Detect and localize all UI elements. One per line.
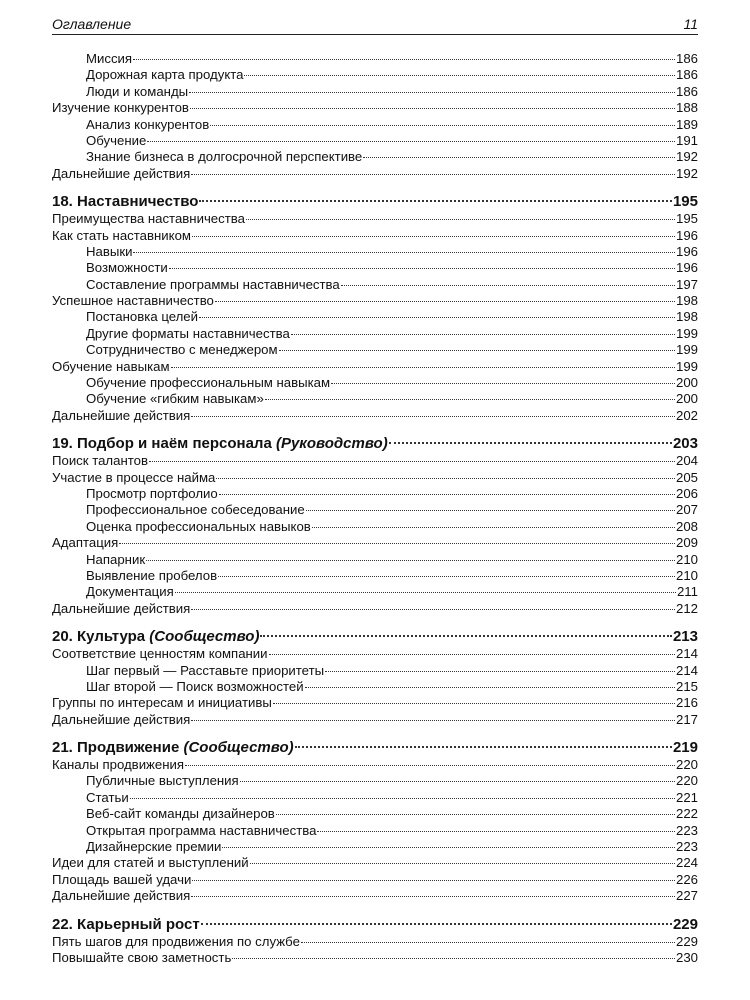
toc-entry[interactable] xyxy=(52,839,698,855)
toc-entry-text: Другие форматы наставничества xyxy=(86,325,290,341)
dot-leader xyxy=(232,958,675,959)
toc-page-number: 207 xyxy=(675,502,698,518)
toc-entry[interactable] xyxy=(52,601,698,617)
toc-entry-text: Дизайнерские премии xyxy=(86,839,222,855)
toc-entry-title xyxy=(86,806,275,822)
toc-entry-text: Обучение навыкам xyxy=(52,358,170,374)
dot-leader xyxy=(175,592,676,593)
toc-chapter-entry[interactable] xyxy=(52,628,698,646)
dot-leader xyxy=(191,174,675,175)
toc-entry-text: 19. Подбор и наём персонала xyxy=(52,435,276,453)
toc-entry[interactable] xyxy=(52,773,698,789)
toc-entry[interactable] xyxy=(52,695,698,711)
toc-page-number: 219 xyxy=(672,739,698,757)
dot-leader xyxy=(130,798,675,799)
toc-entry-title xyxy=(86,773,239,789)
dot-leader xyxy=(171,367,675,368)
toc-entry-text: Дальнейшие действия xyxy=(52,888,191,904)
toc-entry[interactable] xyxy=(52,51,698,67)
toc-entry[interactable] xyxy=(52,359,698,375)
running-header-title: Оглавление xyxy=(52,16,132,32)
toc-entry-title xyxy=(86,260,168,276)
toc-entry-title xyxy=(52,757,184,773)
toc-entry[interactable] xyxy=(52,293,698,309)
table-of-contents xyxy=(52,51,698,966)
toc-entry-text: Успешное наставничество xyxy=(52,293,214,309)
toc-entry-title xyxy=(52,211,245,227)
toc-entry-title xyxy=(86,326,290,342)
toc-page-number: 203 xyxy=(672,435,698,453)
dot-leader xyxy=(149,461,675,462)
toc-entry-title xyxy=(52,695,272,711)
toc-entry-text: 18. Наставничество xyxy=(52,193,199,211)
toc-entry-title xyxy=(52,453,148,469)
dot-leader xyxy=(219,494,675,495)
toc-entry-text: Каналы продвижения xyxy=(52,757,185,773)
toc-entry-text: Оценка профессиональных навыков xyxy=(86,518,311,534)
toc-entry-text: Просмотр портфолио xyxy=(86,485,218,501)
toc-entry[interactable] xyxy=(52,872,698,888)
toc-page-number: 204 xyxy=(675,453,698,469)
toc-entry-text: Шаг первый — Расставьте приоритеты xyxy=(86,662,325,678)
toc-page-number: 215 xyxy=(675,678,698,694)
toc-entry-text: Веб-сайт команды дизайнеров xyxy=(86,806,275,822)
toc-page-number: 210 xyxy=(675,551,698,567)
dot-leader xyxy=(363,157,675,158)
toc-page-number: 212 xyxy=(675,600,698,616)
dot-leader xyxy=(317,831,675,832)
toc-entry-text: Выявление пробелов xyxy=(86,567,218,583)
toc-entry-text: Как стать наставником xyxy=(52,227,191,243)
toc-entry-title xyxy=(52,855,249,871)
toc-entry-text: Пять шагов для продвижения по службе xyxy=(52,933,300,949)
toc-entry-text: Открытая программа наставничества xyxy=(86,822,317,838)
toc-entry-title xyxy=(86,679,304,695)
toc-page-number: 221 xyxy=(675,789,698,805)
toc-entry-text: Участие в процессе найма xyxy=(52,469,216,485)
toc-entry-text: Преимущества наставничества xyxy=(52,211,245,227)
toc-entry[interactable] xyxy=(52,244,698,260)
toc-page-number: 214 xyxy=(675,662,698,678)
toc-entry-text: Обучение xyxy=(86,132,147,148)
dot-leader xyxy=(246,219,675,220)
toc-entry-text: Обучение «гибким навыкам» xyxy=(86,391,264,407)
toc-entry-text: Профессиональное собеседование xyxy=(86,502,305,518)
toc-entry[interactable] xyxy=(52,502,698,518)
toc-entry-title xyxy=(52,470,215,486)
toc-entry[interactable] xyxy=(52,149,698,165)
toc-entry[interactable] xyxy=(52,67,698,83)
dot-leader xyxy=(191,416,675,417)
toc-entry[interactable] xyxy=(52,277,698,293)
toc-entry-title xyxy=(86,67,243,83)
toc-section xyxy=(52,916,698,967)
toc-entry-text: Обучение профессиональным навыкам xyxy=(86,375,331,391)
toc-entry-title xyxy=(52,359,170,375)
toc-page-number: 199 xyxy=(675,358,698,374)
toc-entry-text: Сотрудничество с менеджером xyxy=(86,342,278,358)
dot-leader xyxy=(185,765,675,766)
toc-entry[interactable] xyxy=(52,133,698,149)
toc-entry-title xyxy=(86,391,264,407)
toc-page-number: 223 xyxy=(675,822,698,838)
toc-entry-title xyxy=(86,486,218,502)
dot-leader xyxy=(191,720,675,721)
toc-page-number: 211 xyxy=(676,584,698,600)
toc-entry[interactable] xyxy=(52,211,698,227)
toc-page-number: 186 xyxy=(675,51,698,66)
toc-entry-text: Соответствие ценностям компании xyxy=(52,646,268,662)
dot-leader xyxy=(190,108,675,109)
dot-leader xyxy=(119,543,675,544)
dot-leader xyxy=(331,383,675,384)
toc-entry-title xyxy=(86,309,198,325)
toc-entry-title xyxy=(52,739,294,757)
toc-entry-title xyxy=(86,51,132,67)
toc-entry[interactable] xyxy=(52,453,698,469)
toc-entry-title xyxy=(86,663,324,679)
dot-leader xyxy=(306,510,675,511)
toc-entry-text: Дальнейшие действия xyxy=(52,711,191,727)
toc-entry[interactable] xyxy=(52,117,698,133)
toc-entry-title xyxy=(86,790,129,806)
toc-entry-title xyxy=(86,277,340,293)
dot-leader xyxy=(301,942,675,943)
toc-entry-text: Дальнейшие действия xyxy=(52,600,191,616)
toc-entry-text: Статьи xyxy=(86,789,129,805)
toc-entry-text: Постановка целей xyxy=(86,309,199,325)
dot-leader xyxy=(199,200,672,202)
dot-leader xyxy=(199,317,675,318)
toc-entry-text: Миссия xyxy=(86,51,133,66)
toc-page-number: 192 xyxy=(675,149,698,165)
toc-entry-text: Площадь вашей удачи xyxy=(52,871,192,887)
toc-entry-title xyxy=(52,535,118,551)
dot-leader xyxy=(276,814,675,815)
toc-entry[interactable] xyxy=(52,309,698,325)
toc-page-number: 192 xyxy=(675,165,698,181)
toc-entry-text: Документация xyxy=(86,584,174,600)
toc-page-number: 199 xyxy=(675,325,698,341)
toc-entry-text: 22. Карьерный рост xyxy=(52,915,200,933)
toc-page-number: 197 xyxy=(675,276,698,292)
toc-entry-text: Группы по интересам и инициативы xyxy=(52,695,272,711)
toc-entry-text: 21. Продвижение xyxy=(52,739,184,757)
toc-entry[interactable] xyxy=(52,260,698,276)
running-header xyxy=(52,14,698,35)
toc-chapter-entry[interactable] xyxy=(52,916,698,934)
toc-entry-text: Дальнейшие действия xyxy=(52,407,191,423)
toc-page-number: 209 xyxy=(675,535,698,551)
dot-leader xyxy=(210,125,675,126)
dot-leader xyxy=(341,285,675,286)
toc-section xyxy=(52,739,698,905)
toc-entry-title xyxy=(86,375,330,391)
toc-page-number: 226 xyxy=(675,871,698,887)
toc-section xyxy=(52,51,698,182)
toc-entry[interactable] xyxy=(52,535,698,551)
dot-leader xyxy=(240,781,675,782)
toc-entry-text: Адаптация xyxy=(52,535,119,551)
toc-page-number: 222 xyxy=(675,806,698,822)
toc-page-number: 198 xyxy=(675,293,698,309)
toc-entry[interactable] xyxy=(52,806,698,822)
toc-entry[interactable] xyxy=(52,679,698,695)
dot-leader xyxy=(218,576,675,577)
toc-entry[interactable] xyxy=(52,470,698,486)
dot-leader xyxy=(291,334,675,335)
dot-leader xyxy=(216,478,675,479)
dot-leader xyxy=(191,896,675,897)
dot-leader xyxy=(265,399,675,400)
toc-entry-title xyxy=(52,228,191,244)
toc-page-number: 213 xyxy=(672,628,698,646)
dot-leader xyxy=(269,654,675,655)
dot-leader xyxy=(201,923,672,925)
toc-entry-title xyxy=(52,934,300,950)
toc-page-number: 199 xyxy=(675,342,698,358)
toc-entry[interactable] xyxy=(52,100,698,116)
toc-entry-title xyxy=(52,408,190,424)
toc-entry-text: Знание бизнеса в долгосрочной перспективе xyxy=(86,149,363,165)
toc-entry-title xyxy=(52,888,190,904)
dot-leader xyxy=(192,236,675,237)
toc-entry-title xyxy=(86,342,278,358)
toc-entry[interactable] xyxy=(52,855,698,871)
toc-page-number: 227 xyxy=(675,888,698,904)
toc-entry[interactable] xyxy=(52,950,698,966)
toc-entry-title xyxy=(86,149,362,165)
dot-leader xyxy=(146,560,675,561)
dot-leader xyxy=(295,746,672,748)
toc-page-number: 196 xyxy=(675,260,698,276)
dot-leader xyxy=(389,442,672,444)
toc-entry-title xyxy=(52,166,190,182)
toc-page-number: 202 xyxy=(675,407,698,423)
toc-entry-title xyxy=(86,839,221,855)
toc-entry-title xyxy=(86,519,311,535)
toc-entry-text: Люди и команды xyxy=(86,83,189,99)
toc-chapter-entry[interactable] xyxy=(52,435,698,453)
toc-page-number: 210 xyxy=(675,567,698,583)
dot-leader xyxy=(305,687,675,688)
toc-entry-title xyxy=(86,117,209,133)
toc-entry-subtitle: (Сообщество) xyxy=(149,628,260,646)
toc-entry-title xyxy=(86,552,145,568)
toc-entry[interactable] xyxy=(52,757,698,773)
toc-page-number: 198 xyxy=(675,309,698,325)
toc-page-number: 188 xyxy=(675,100,698,116)
toc-entry[interactable] xyxy=(52,888,698,904)
toc-page-number: 186 xyxy=(675,83,698,99)
dot-leader xyxy=(133,59,675,60)
toc-entry-text: Напарник xyxy=(86,551,146,567)
dot-leader xyxy=(133,252,675,253)
toc-page-number: 205 xyxy=(675,469,698,485)
toc-page-number: 200 xyxy=(675,391,698,407)
toc-page-number: 206 xyxy=(675,485,698,501)
toc-entry[interactable] xyxy=(52,166,698,182)
toc-chapter-entry[interactable] xyxy=(52,739,698,757)
dot-leader xyxy=(222,847,675,848)
toc-entry[interactable] xyxy=(52,519,698,535)
toc-page-number: 223 xyxy=(675,839,698,855)
toc-entry[interactable] xyxy=(52,326,698,342)
toc-entry-text: 20. Культура xyxy=(52,628,150,646)
toc-entry[interactable] xyxy=(52,646,698,662)
toc-entry[interactable] xyxy=(52,584,698,600)
page-number: 11 xyxy=(683,16,698,32)
toc-page-number: 220 xyxy=(675,773,698,789)
toc-page-number: 191 xyxy=(675,132,698,148)
dot-leader xyxy=(260,635,672,637)
toc-entry-text: Навыки xyxy=(86,243,133,259)
dot-leader xyxy=(244,75,675,76)
toc-entry-text: Изучение конкурентов xyxy=(52,100,189,116)
toc-entry-title xyxy=(52,712,190,728)
toc-page-number: 200 xyxy=(675,375,698,391)
toc-entry-text: Дорожная карта продукта xyxy=(86,67,244,83)
toc-entry-title xyxy=(86,244,132,260)
toc-section xyxy=(52,193,698,424)
toc-page-number: 217 xyxy=(675,711,698,727)
toc-section xyxy=(52,628,698,728)
toc-entry[interactable] xyxy=(52,552,698,568)
toc-entry-title xyxy=(52,646,268,662)
toc-entry[interactable] xyxy=(52,934,698,950)
toc-page-number: 220 xyxy=(675,757,698,773)
toc-entry-title xyxy=(86,133,146,149)
toc-entry[interactable] xyxy=(52,568,698,584)
toc-entry[interactable] xyxy=(52,823,698,839)
toc-entry[interactable] xyxy=(52,84,698,100)
toc-entry-title xyxy=(52,872,191,888)
toc-entry-text: Публичные выступления xyxy=(86,773,239,789)
toc-page-number: 216 xyxy=(675,695,698,711)
toc-entry-text: Шаг второй — Поиск возможностей xyxy=(86,678,304,694)
toc-page-number: 196 xyxy=(675,227,698,243)
toc-page-number: 196 xyxy=(675,243,698,259)
toc-entry-title xyxy=(52,950,231,966)
toc-entry[interactable] xyxy=(52,663,698,679)
toc-entry-text: Повышайте свою заметность xyxy=(52,949,232,965)
toc-entry-text: Поиск талантов xyxy=(52,453,148,469)
toc-page-number: 229 xyxy=(675,933,698,949)
dot-leader xyxy=(279,350,675,351)
dot-leader xyxy=(250,863,675,864)
dot-leader xyxy=(215,301,675,302)
toc-entry[interactable] xyxy=(52,375,698,391)
toc-page-number: 214 xyxy=(675,646,698,662)
toc-entry-title xyxy=(52,916,200,934)
dot-leader xyxy=(169,268,675,269)
toc-page-number: 195 xyxy=(672,193,698,211)
toc-page-number: 186 xyxy=(675,67,698,83)
toc-entry[interactable] xyxy=(52,391,698,407)
toc-entry-subtitle: (Сообщество) xyxy=(183,739,294,757)
toc-page-number: 195 xyxy=(675,211,698,227)
toc-entry-title xyxy=(52,435,388,453)
dot-leader xyxy=(325,671,675,672)
toc-entry-title xyxy=(52,100,189,116)
toc-chapter-entry[interactable] xyxy=(52,193,698,211)
toc-entry-title xyxy=(52,628,259,646)
toc-entry-title xyxy=(52,293,214,309)
toc-entry-title xyxy=(52,193,198,211)
toc-entry-text: Дальнейшие действия xyxy=(52,165,191,181)
toc-entry-title xyxy=(52,601,190,617)
toc-page-number: 230 xyxy=(675,949,698,965)
toc-entry-title xyxy=(86,502,305,518)
toc-entry-subtitle: (Руководство) xyxy=(275,435,388,453)
toc-entry[interactable] xyxy=(52,712,698,728)
dot-leader xyxy=(312,527,675,528)
toc-entry[interactable] xyxy=(52,408,698,424)
toc-entry-text: Анализ конкурентов xyxy=(86,116,210,132)
dot-leader xyxy=(192,880,675,881)
dot-leader xyxy=(273,703,675,704)
toc-entry[interactable] xyxy=(52,790,698,806)
dot-leader xyxy=(191,609,675,610)
toc-entry[interactable] xyxy=(52,228,698,244)
toc-section xyxy=(52,435,698,617)
dot-leader xyxy=(147,141,675,142)
toc-entry-text: Идеи для статей и выступлений xyxy=(52,855,249,871)
toc-page-number: 208 xyxy=(675,518,698,534)
toc-entry-title xyxy=(86,823,316,839)
toc-entry-text: Возможности xyxy=(86,260,168,276)
toc-entry[interactable] xyxy=(52,342,698,358)
toc-page-number: 229 xyxy=(672,915,698,933)
toc-entry[interactable] xyxy=(52,486,698,502)
toc-entry-text: Составление программы наставничества xyxy=(86,276,340,292)
toc-entry-title xyxy=(86,584,174,600)
toc-page-number: 224 xyxy=(675,855,698,871)
dot-leader xyxy=(189,92,675,93)
toc-entry-title xyxy=(86,84,188,100)
toc-entry-title xyxy=(86,568,217,584)
toc-page-number: 189 xyxy=(675,116,698,132)
